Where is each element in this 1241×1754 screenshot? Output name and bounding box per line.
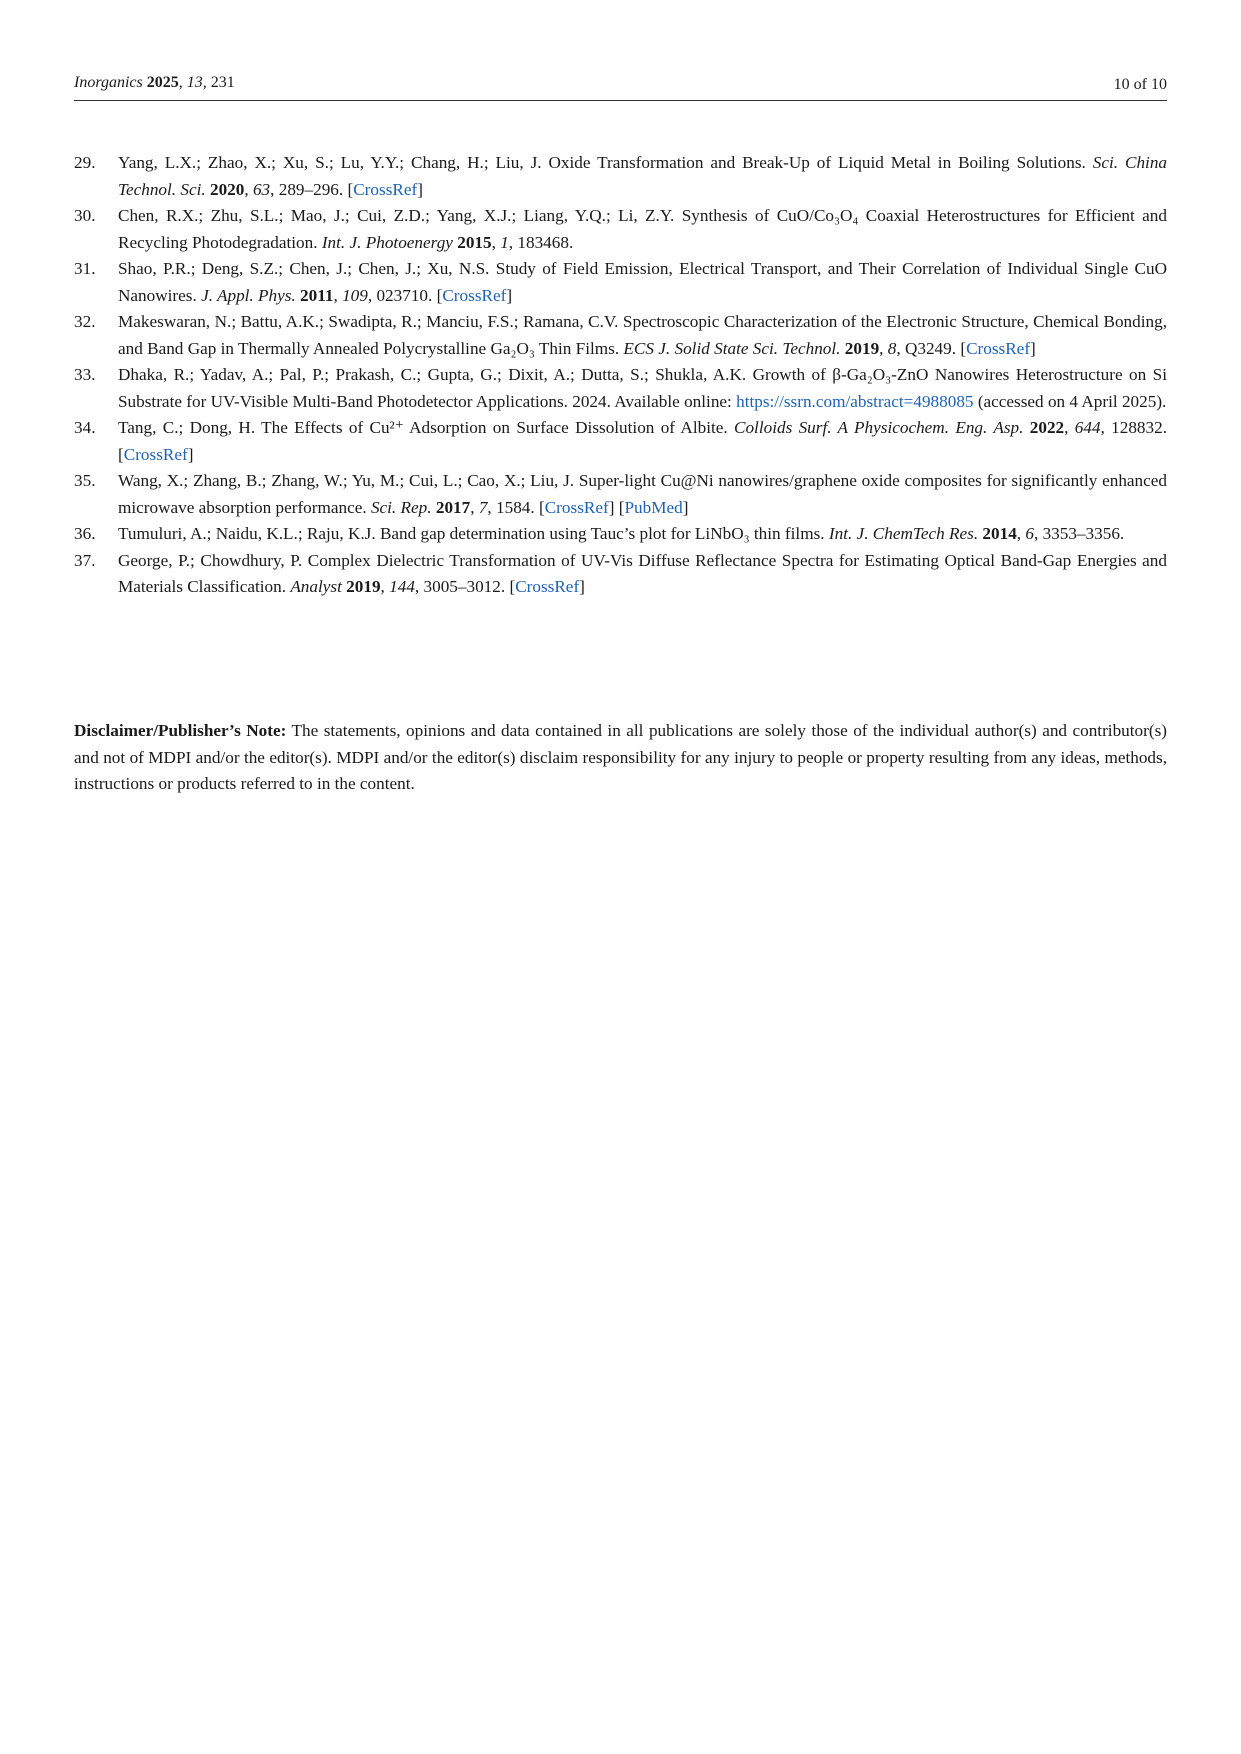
reference-volume: 109: [342, 285, 368, 305]
reference-pages: , 289–296.: [270, 179, 344, 199]
reference-year: 2014: [982, 524, 1017, 543]
reference-journal: Sci. China Technol. Sci.: [118, 153, 1168, 199]
reference-pages: , 3005–3012.: [414, 577, 506, 596]
reference-year: 2019: [346, 577, 381, 596]
reference-pages: , 023710.: [367, 285, 433, 305]
disclaimer-text: The statements, opinions and data contained in all publications are solely those of the individual author(s) and contributor(s) and not of MDPI and/or the editor(s). MDPI and/or the editor(s) disclaim responsibility for any injury to people or property resulting from any ideas, methods, instructions or products referred to in the content.: [74, 721, 1167, 793]
reference-number: 29.: [74, 153, 96, 172]
reference-number: 35.: [74, 471, 96, 490]
reference-pages: , 183468.: [508, 232, 574, 252]
reference-item: 37. George, P.; Chowdhury, P. Complex Dielectric Transformation of UV-Vis Diffuse Reflectance Spectra for Estimating Optical Band-Gap Energies and Materials Classification. Analyst 2019, 144, 3005–3012. [CrossRef]: [74, 548, 1167, 601]
reference-year: 2017: [435, 497, 471, 517]
reference-journal: Int. J. Photoenergy: [321, 232, 453, 252]
reference-text: Tang, C.; Dong, H. The Effects of Cu²⁺ Adsorption on Surface Dissolution of Albite.: [118, 418, 728, 437]
reference-journal: ECS J. Solid State Sci. Technol.: [623, 338, 841, 358]
reference-volume: 644: [1074, 418, 1101, 437]
reference-pages: , 128832.: [1100, 418, 1168, 437]
reference-item: 35. Wang, X.; Zhang, B.; Zhang, W.; Yu, M.; Cui, L.; Cao, X.; Liu, J. Super-light Cu@Ni nanowires/graphene oxide composites for significantly enhanced microwave absorption performance. Sci. Rep. 2017, 7, 1584. [CrossRef] [PubMed]: [74, 468, 1167, 521]
reference-number: 36.: [74, 524, 96, 543]
reference-item: 29. Yang, L.X.; Zhao, X.; Xu, S.; Lu, Y.Y.; Chang, H.; Liu, J. Oxide Transformation and Break-Up of Liquid Metal in Boiling Solutions. Sci. China Technol. Sci. 2020, 63, 289–296. [CrossRef]: [74, 150, 1167, 203]
reference-volume: 1: [500, 232, 509, 252]
reference-year: 2022: [1029, 418, 1065, 437]
reference-number: 31.: [74, 259, 96, 278]
reference-item: 31. Shao, P.R.; Deng, S.Z.; Chen, J.; Chen, J.; Xu, N.S. Study of Field Emission, Electrical Transport, and Their Correlation of Individual Single CuO Nanowires. J. Appl. Phys. 2011, 109, 023710. [CrossRef]: [74, 256, 1167, 309]
journal-volume: 13: [186, 74, 203, 91]
reference-number: 37.: [74, 550, 96, 570]
reference-pages: , Q3249.: [896, 338, 957, 358]
ssrn-link[interactable]: https://ssrn.com/abstract=4988085: [736, 391, 974, 411]
reference-volume: 144: [389, 577, 415, 596]
reference-text: Yang, L.X.; Zhao, X.; Xu, S.; Lu, Y.Y.; Chang, H.; Liu, J. Oxide Transformation and Break-Up of Liquid Metal in Boiling Solutions.: [118, 153, 1086, 172]
reference-item: [74, 362, 1167, 415]
reference-number: 30.: [74, 206, 96, 225]
reference-pages: , 3353–3356.: [1033, 524, 1125, 543]
reference-number: 34.: [74, 418, 96, 437]
reference-text: Dhaka, R.; Yadav, A.; Pal, P.; Prakash, C.; Gupta, G.; Dixit, A.; Dutta, S.; Shukla, A.K. Growth of β-Ga₂O₃-ZnO Nanowires Heterostructure on Si Substrate for UV-Visible Multi-Band Photodetector Applications. 2024. Available online:: [118, 365, 1167, 411]
reference-number: 33.: [74, 365, 96, 384]
journal-year: 2025: [146, 74, 179, 91]
reference-year: 2015: [457, 232, 492, 252]
publisher-disclaimer: [74, 718, 1167, 798]
crossref-link[interactable]: CrossRef: [515, 577, 580, 596]
reference-pages: , 1584.: [487, 497, 535, 517]
reference-text: Chen, R.X.; Zhu, S.L.; Mao, J.; Cui, Z.D.; Yang, X.J.; Liang, Y.Q.; Li, Z.Y. Synthesis of CuO/Co₃O₄ Coaxial Heterostructures for Efficient and Recycling Photodegradation.: [118, 206, 1167, 252]
journal-name: Inorganics: [74, 74, 143, 91]
reference-year: 2020: [209, 179, 245, 199]
reference-text: Makeswaran, N.; Battu, A.K.; Swadipta, R.; Manciu, F.S.; Ramana, C.V. Spectroscopic Characterization of the Electronic Structure, Chemical Bonding, and Band Gap in Thermally Annealed Polycrystalline Ga₂O₃ Thin Films.: [118, 312, 1167, 358]
crossref-link[interactable]: CrossRef: [544, 497, 609, 517]
reference-item: 30. Chen, R.X.; Zhu, S.L.; Mao, J.; Cui, Z.D.; Yang, X.J.; Liang, Y.Q.; Li, Z.Y. Synthesis of CuO/Co₃O₄ Coaxial Heterostructures for Efficient and Recycling Photodegradation. Int. J. Photoenergy 2015, 1, 183468.: [74, 203, 1167, 256]
reference-journal: J. Appl. Phys.: [201, 285, 296, 305]
reference-text: Wang, X.; Zhang, B.; Zhang, W.; Yu, M.; Cui, L.; Cao, X.; Liu, J. Super-light Cu@Ni nanowires/graphene oxide composites for significantly enhanced microwave absorption performance.: [118, 471, 1167, 517]
disclaimer-label: Disclaimer/Publisher’s Note:: [74, 721, 287, 740]
article-number: , 231: [202, 74, 235, 91]
reference-item: 32. Makeswaran, N.; Battu, A.K.; Swadipta, R.; Manciu, F.S.; Ramana, C.V. Spectroscopic Characterization of the Electronic Structure, Chemical Bonding, and Band Gap in Thermally Annealed Polycrystalline Ga₂O₃ Thin Films. ECS J. Solid State Sci. Technol. 2019, 8, Q3249. [CrossRef]: [74, 309, 1167, 362]
reference-volume: 8: [887, 338, 897, 358]
journal-citation: Inorganics 2025, 13, 231: [74, 74, 235, 91]
reference-volume: 6: [1025, 524, 1034, 543]
reference-item: 34. Tang, C.; Dong, H. The Effects of Cu²⁺ Adsorption on Surface Dissolution of Albite. Colloids Surf. A Physicochem. Eng. Asp. 2022, 644, 128832. [CrossRef]: [74, 415, 1167, 468]
reference-volume: 7: [478, 497, 488, 517]
reference-item: 36. Tumuluri, A.; Naidu, K.L.; Raju, K.J. Band gap determination using Tauc’s plot for LiNbO₃ thin films. Int. J. ChemTech Res. 2014, 6, 3353–3356.: [74, 521, 1167, 548]
reference-text: George, P.; Chowdhury, P. Complex Dielectric Transformation of UV-Vis Diffuse Reflectance Spectra for Estimating Optical Band-Gap Energies and Materials Classification.: [118, 550, 1167, 596]
reference-journal: Int. J. ChemTech Res.: [828, 524, 979, 543]
reference-number: 32.: [74, 312, 96, 331]
crossref-link[interactable]: CrossRef: [353, 179, 418, 199]
reference-journal: Analyst: [290, 577, 342, 596]
reference-text: Tumuluri, A.; Naidu, K.L.; Raju, K.J. Band gap determination using Tauc’s plot for LiNbO₃ thin films.: [118, 524, 825, 543]
reference-accessed: (accessed on 4 April 2025).: [973, 391, 1167, 411]
reference-text: Shao, P.R.; Deng, S.Z.; Chen, J.; Chen, J.; Xu, N.S. Study of Field Emission, Electrical Transport, and Their Correlation of Individual Single CuO Nanowires.: [118, 259, 1167, 305]
page-number: 10 of 10: [1113, 76, 1167, 93]
reference-year: 2019: [844, 338, 880, 358]
reference-volume: 63: [252, 179, 271, 199]
reference-list: [74, 150, 1167, 601]
reference-journal: Sci. Rep.: [370, 497, 432, 517]
running-header: [74, 70, 1167, 101]
crossref-link[interactable]: CrossRef: [123, 444, 188, 464]
reference-year: 2011: [300, 285, 334, 305]
crossref-link[interactable]: CrossRef: [442, 285, 507, 305]
reference-journal: Colloids Surf. A Physicochem. Eng. Asp.: [734, 418, 1024, 437]
crossref-link[interactable]: CrossRef: [966, 338, 1031, 358]
pubmed-link[interactable]: PubMed: [624, 497, 683, 517]
